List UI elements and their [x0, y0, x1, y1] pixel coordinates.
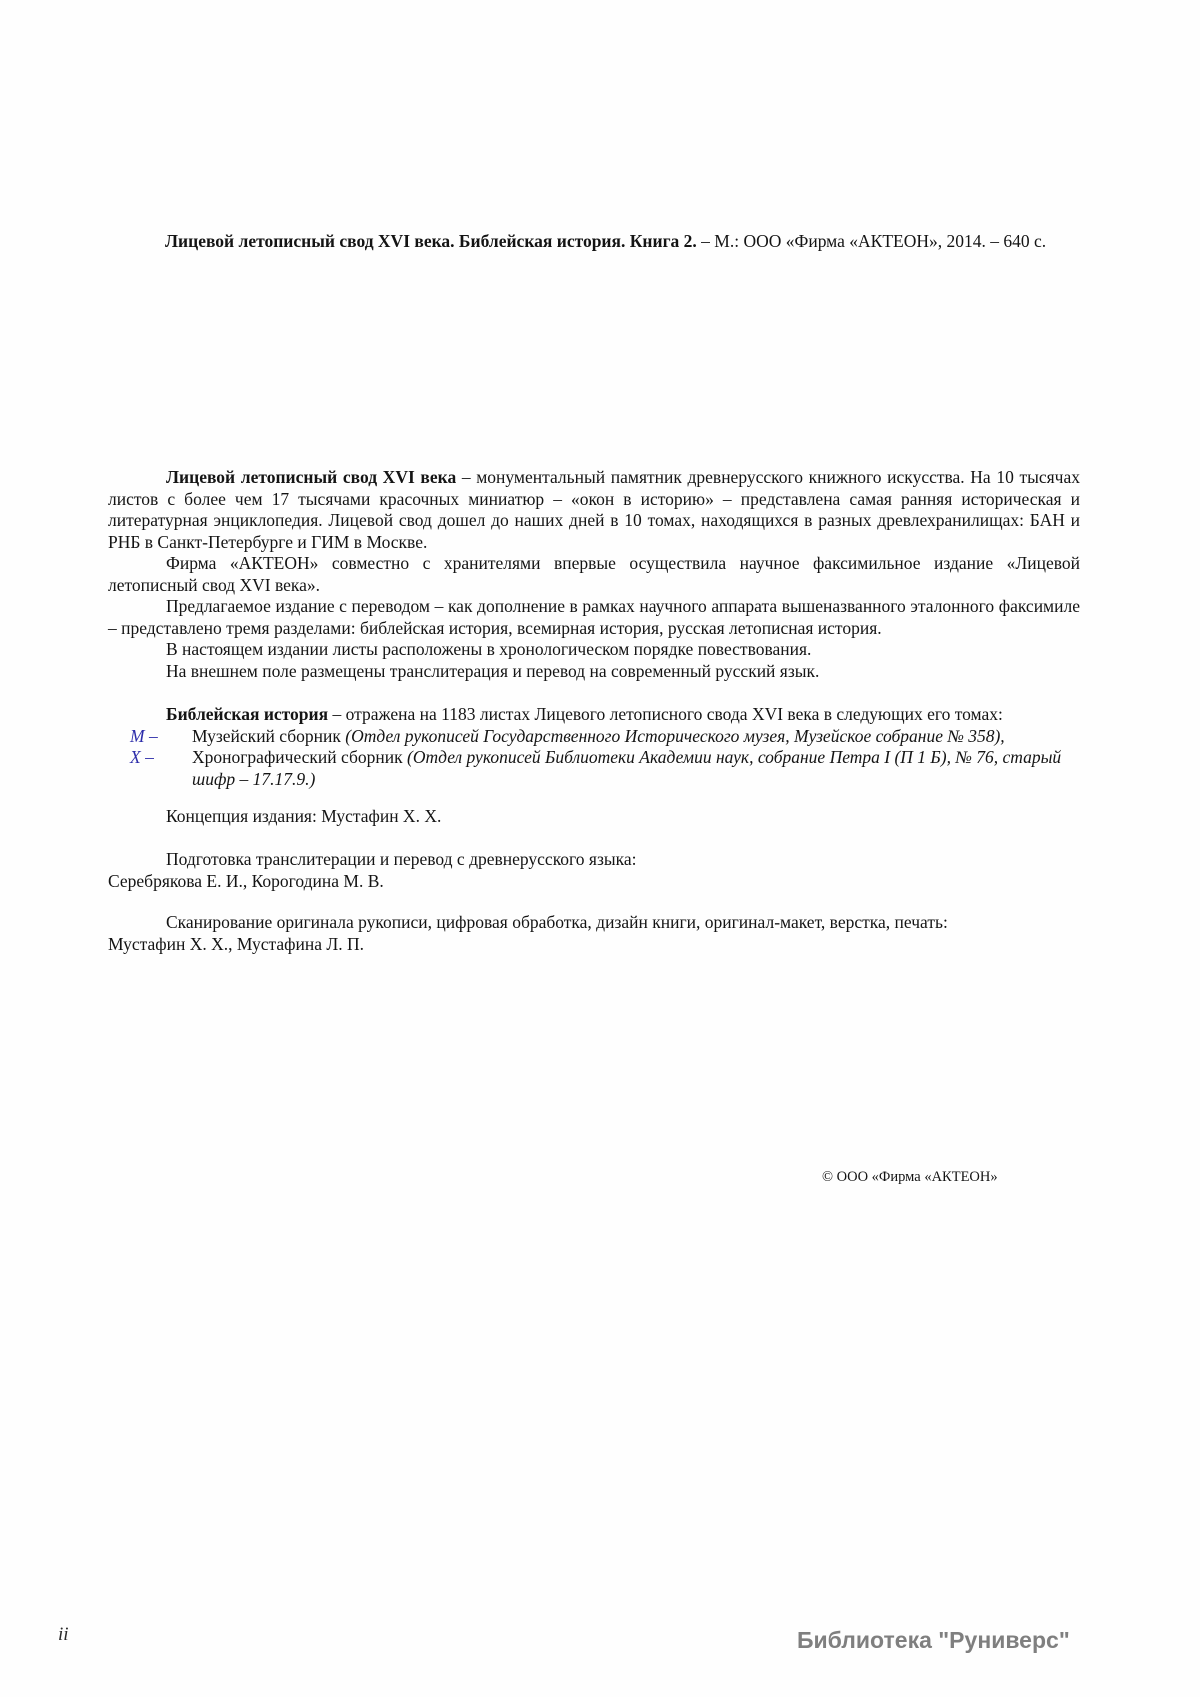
volume-note-museum: (Отдел рукописей Государственного Исторического музея, Музейское собрание № 358), [340, 725, 1005, 746]
volumes-heading [108, 704, 1080, 726]
paragraph-intro-lead: Лицевой летописный свод XVI века [166, 467, 457, 487]
volume-marker-m: М – [130, 725, 158, 746]
paragraph-facsimile: Фирма «АКТЕОН» совместно с хранителями впервые осуществила научное факсимильное издание «Лицевой летописный свод XVI века». [108, 553, 1080, 595]
volume-note-chronograph: (Отдел рукописей Библиотеки Академии наук, собрание Петра I (П 1 Б), № 76, старый шифр – 17.17.9.) [192, 747, 1062, 789]
volume-item-museum [108, 726, 1080, 748]
paragraph-order: В настоящем издании листы расположены в хронологическом порядке повествования. [166, 639, 812, 659]
volume-name-museum: Музейский сборник [192, 725, 341, 746]
credit-concept-text: Концепция издания: Мустафин Х. Х. [166, 806, 442, 826]
paragraph-margins: На внешнем поле размещены транслитерация и перевод на современный русский язык. [166, 660, 820, 681]
annotation-text [108, 467, 1080, 682]
bibliographic-citation [165, 231, 1078, 253]
paragraph-intro [108, 467, 1080, 553]
volume-marker-x: Х – [130, 747, 154, 767]
credit-concept [108, 806, 1080, 828]
copyright-notice: © ООО «Фирма «АКТЕОН» [822, 1169, 998, 1185]
volumes-heading-lead: Библейская история [166, 704, 329, 724]
paragraph-edition: Предлагаемое издание с переводом – как дополнение в рамках научного аппарата вышеназванного эталонного факсимиле – представлено тремя разделами: библейская история, всемирная история, русская летописная история. [108, 596, 1080, 638]
volumes-section [108, 704, 1080, 790]
credit-transliteration [108, 849, 1080, 892]
credit-scanning [108, 912, 1080, 955]
credit-scanning-label: Сканирование оригинала рукописи, цифровая обработка, дизайн книги, оригинал-макет, верстка, печать: [166, 912, 948, 932]
volumes-heading-rest: – отражена на 1183 листах Лицевого летописного свода XVI века в следующих его томах: [328, 704, 1003, 724]
citation-imprint: – М.: ООО «Фирма «АКТЕОН», 2014. – 640 с. [696, 231, 1047, 251]
paragraph-intro-rest: – монументальный памятник древнерусского книжного искусства. На 10 тысячах листов с более чем 17 тысячами красочных миниатюр – «окон в историю» – представлена самая ранняя историческая и литературная энциклопедия. Лицевой свод дошел до наших дней в 10 томах, находящихся в разных древлехранилищах: БАН и РНБ в Санкт-Петербурге и ГИМ в Москве. [108, 467, 1081, 552]
credit-transliteration-label: Подготовка транслитерации и перевод с древнерусского языка: [166, 849, 637, 869]
page-number: ii [58, 1624, 69, 1645]
citation-title: Лицевой летописный свод XVI века. Библейская история. Книга 2. [165, 231, 697, 251]
volume-name-chronograph: Хронографический сборник [192, 747, 403, 767]
credit-scanning-names: Мустафин Х. Х., Мустафина Л. П. [108, 933, 364, 954]
volume-item-chronograph [108, 747, 1080, 790]
credit-transliteration-names: Серебрякова Е. И., Корогодина М. В. [108, 870, 384, 891]
library-watermark: Библиотека "Руниверс" [797, 1627, 1070, 1653]
